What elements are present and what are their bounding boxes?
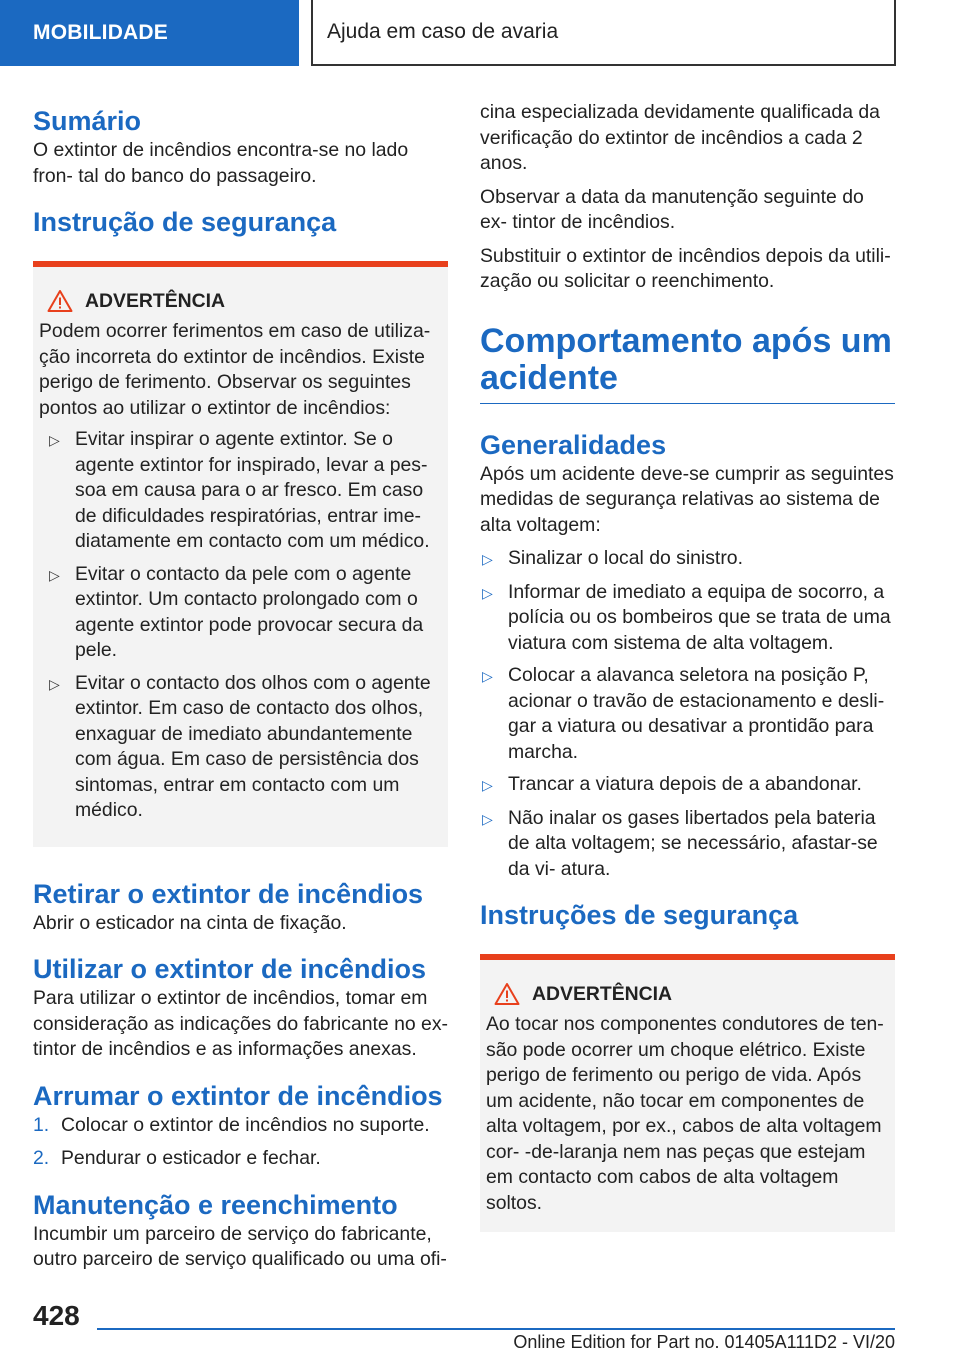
warning-text: Podem ocorrer ferimentos em caso de utiliza- ção incorreta do extintor de incêndios. Existe perigo de ferimento. Observar os seguintes pontos ao utilizar o extintor de incêndios: — [39, 320, 431, 419]
utilizar-text: Para utilizar o extintor de incêndios, tomar em consideração as indicações do fabricante no ex- tintor de incêndios e as informações anexas. — [33, 987, 448, 1060]
warning-box — [33, 261, 448, 847]
sumario-text: O extintor de incêndios encontra-se no lado fron- tal do banco do passageiro. — [33, 139, 409, 187]
list-item: ▷ Não inalar os gases libertados pela bateria de alta voltagem; se necessário, afastar-se da vi- atura. — [480, 806, 895, 883]
warning-header — [486, 982, 887, 1006]
heading-arrumar: Arrumar o extintor de incêndios — [33, 1080, 443, 1111]
warning-label: ADVERTÊNCIA — [85, 289, 226, 312]
heading-utilizar: Utilizar o extintor de incêndios — [33, 954, 427, 984]
bullet-triangle-icon: ▷ — [49, 432, 60, 448]
manutencao-replace-text: Substituir o extintor de incêndios depois da utili- zação ou solicitar o reenchimento. — [480, 244, 891, 292]
bullet-triangle-icon: ▷ — [482, 668, 493, 684]
warning-box — [480, 954, 895, 1232]
heading-comportamento: Comportamento após um acidente — [480, 323, 895, 404]
chapter-title: Ajuda em caso de avaria — [311, 0, 896, 66]
manutencao-date-text: Observar a data da manutenção seguinte do ex- tintor de incêndios. — [480, 185, 864, 233]
list-item: ▷ Evitar o contacto da pele com o agente extintor. Um contacto prolongado com o agente extintor pode provocar secura da pele. — [39, 562, 440, 664]
generalidades-text: Após um acidente deve-se cumprir as seguintes medidas de segurança relativas ao sistema de alta voltagem: — [480, 462, 894, 536]
warning-label: ADVERTÊNCIA — [532, 982, 673, 1005]
bullet-triangle-icon: ▷ — [482, 777, 493, 793]
footer-divider — [97, 1328, 895, 1330]
manutencao-text-cont: cina especializada devidamente qualificada da verificação do extintor de incêndios a cada 2 anos. — [480, 101, 880, 174]
bullet-triangle-icon: ▷ — [49, 675, 60, 692]
list-item: ▷ Informar de imediato a equipa de socorro, a polícia ou os bombeiros que se trata de uma viatura com sistema de alta voltagem. — [480, 580, 895, 657]
heading-retirar: Retirar o extintor de incêndios — [33, 878, 424, 909]
arrumar-steps — [33, 1113, 448, 1172]
heading-manutencao: Manutenção e reenchimento — [33, 1189, 398, 1220]
list-item: ▷ Evitar inspirar o agente extintor. Se o agente extintor for inspirado, levar a pes- soa em causa para o ar fresco. Em caso de dificuldades respiratórias, entrar ime- diatamente em contacto com um médico. — [39, 427, 440, 555]
page-number: 428 — [33, 1300, 80, 1331]
bullet-triangle-icon: ▷ — [482, 584, 493, 601]
warning-list — [39, 427, 440, 824]
heading-generalidades: Generalidades — [480, 429, 667, 460]
retirar-text: Abrir o esticador na cinta de fixação. — [33, 911, 347, 934]
list-item: ▷ Trancar a viatura depois de a abandonar. — [480, 772, 895, 799]
warning-triangle-icon — [47, 289, 73, 313]
list-item: ▷ Evitar o contacto dos olhos com o agente extintor. Em caso de contacto dos olhos, enxaguar de imediato abundantemente com água. Em caso de persistência dos sintomas, entrar em contacto com um médico. — [39, 671, 440, 824]
list-item: 2. Pendurar o esticador e fechar. — [33, 1147, 321, 1169]
warning-header — [39, 289, 440, 313]
warning-triangle-icon — [494, 982, 520, 1006]
generalidades-list — [480, 546, 895, 882]
left-column — [33, 100, 448, 1281]
manutencao-text: Incumbir um parceiro de serviço do fabricante, outro parceiro de serviço qualificado ou uma ofi- — [33, 1222, 447, 1270]
bullet-triangle-icon: ▷ — [482, 810, 493, 827]
bullet-triangle-icon: ▷ — [482, 551, 493, 567]
footer-edition: Online Edition for Part no. 01405A111D2 - VI/20 — [513, 1332, 895, 1352]
heading-instrucoes: Instruções de segurança — [480, 900, 799, 930]
heading-sumario: Sumário — [33, 106, 142, 136]
list-item: ▷ Sinalizar o local do sinistro. — [480, 546, 895, 573]
list-item: ▷ Colocar a alavanca seletora na posição P, acionar o travão de estacionamento e desli- gar a viatura ou desativar a prontidão para marcha. — [480, 663, 895, 765]
right-column — [480, 100, 895, 1262]
warning-text: Ao tocar nos componentes condutores de ten- são pode ocorrer um choque elétrico. Existe perigo de ferimento ou perigo de vida. Após um acidente, não tocar em componentes de alta voltagem, por ex., cabos de alta voltagem cor- -de-laranja nem nas peças que estejam em contacto com cabos de alta voltagem soltos. — [486, 1013, 884, 1214]
section-tab: MOBILIDADE — [0, 0, 299, 66]
bullet-triangle-icon: ▷ — [49, 566, 60, 583]
list-item: 1. Colocar o extintor de incêndios no suporte. — [33, 1113, 430, 1136]
page-header — [0, 0, 960, 66]
heading-instrucao: Instrução de segurança — [33, 207, 337, 237]
